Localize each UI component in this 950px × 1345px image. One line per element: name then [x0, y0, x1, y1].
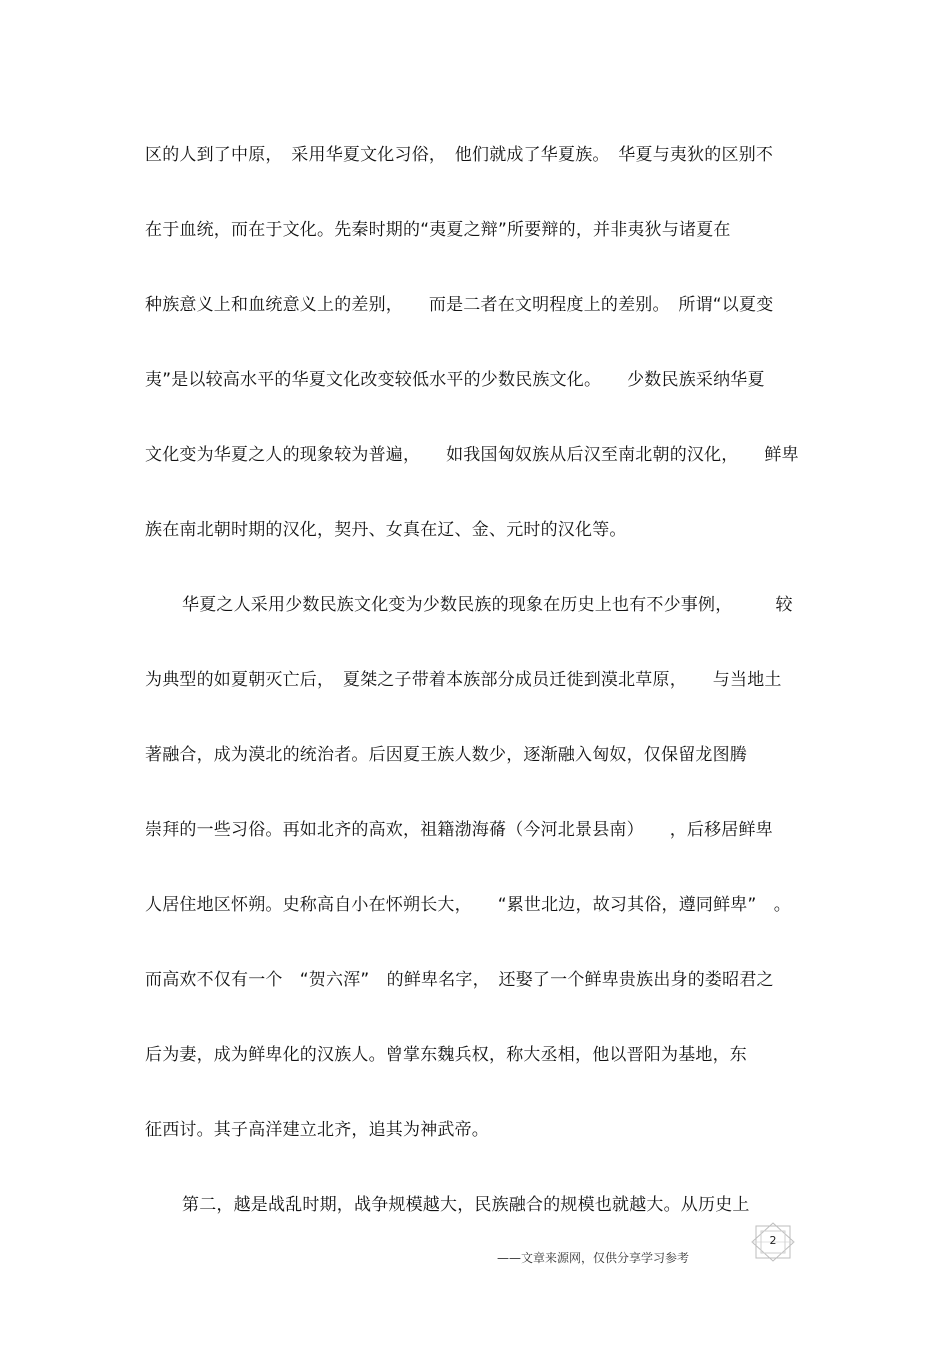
text-line-9: 著融合，成为漠北的统治者。后因夏王族人数少，逐渐融入匈奴，仅保留龙图腾	[145, 745, 747, 765]
page-number: 2	[769, 1234, 777, 1247]
text-line-4: 夷”是以较高水平的华夏文化改变较低水平的少数民族文化。 少数民族采纳华夏	[145, 370, 765, 390]
text-line-5: 文化变为华夏之人的现象较为普遍， 如我国匈奴族从后汉至南北朝的汉化， 鲜卑	[145, 445, 799, 465]
text-line-3: 种族意义上和血统意义上的差别， 而是二者在文明程度上的差别。 所谓“以夏变	[145, 295, 774, 315]
text-line-12: 而高欢不仅有一个 “贺六浑” 的鲜卑名字， 还娶了一个鲜卑贵族出身的娄昭君之	[145, 970, 774, 990]
text-line-8: 为典型的如夏朝灭亡后， 夏桀之子带着本族部分成员迁徙到漠北草原， 与当地土	[145, 670, 782, 690]
text-line-13: 后为妻，成为鲜卑化的汉族人。曾掌东魏兵权，称大丞相，他以晋阳为基地，东	[145, 1045, 747, 1065]
text-line-15: 第二，越是战乱时期，战争规模越大，民族融合的规模也就越大。从历史上	[182, 1195, 750, 1215]
text-line-11: 人居住地区怀朔。史称高自小在怀朔长大， “累世北边，故习其俗，遵同鲜卑” 。	[145, 895, 791, 915]
text-line-6: 族在南北朝时期的汉化，契丹、女真在辽、金、元时的汉化等。	[145, 520, 627, 540]
text-line-2: 在于血统，而在于文化。先秦时期的“夷夏之辩”所要辩的，并非夷狄与诸夏在	[145, 220, 731, 240]
text-line-1: 区的人到了中原， 采用华夏文化习俗， 他们就成了华夏族。 华夏与夷狄的区别不	[145, 145, 774, 165]
text-line-10: 崇拜的一些习俗。再如北齐的高欢，祖籍渤海蓨（今河北景县南） ，后移居鲜卑	[145, 820, 773, 840]
text-line-7: 华夏之人采用少数民族文化变为少数民族的现象在历史上也有不少事例， 较	[182, 595, 793, 615]
page-number-badge	[750, 1222, 796, 1262]
text-line-14: 征西讨。其子高洋建立北齐，追其为神武帝。	[145, 1120, 489, 1140]
footer-source-note: ——文章来源网，仅供分享学习参考	[497, 1251, 690, 1265]
